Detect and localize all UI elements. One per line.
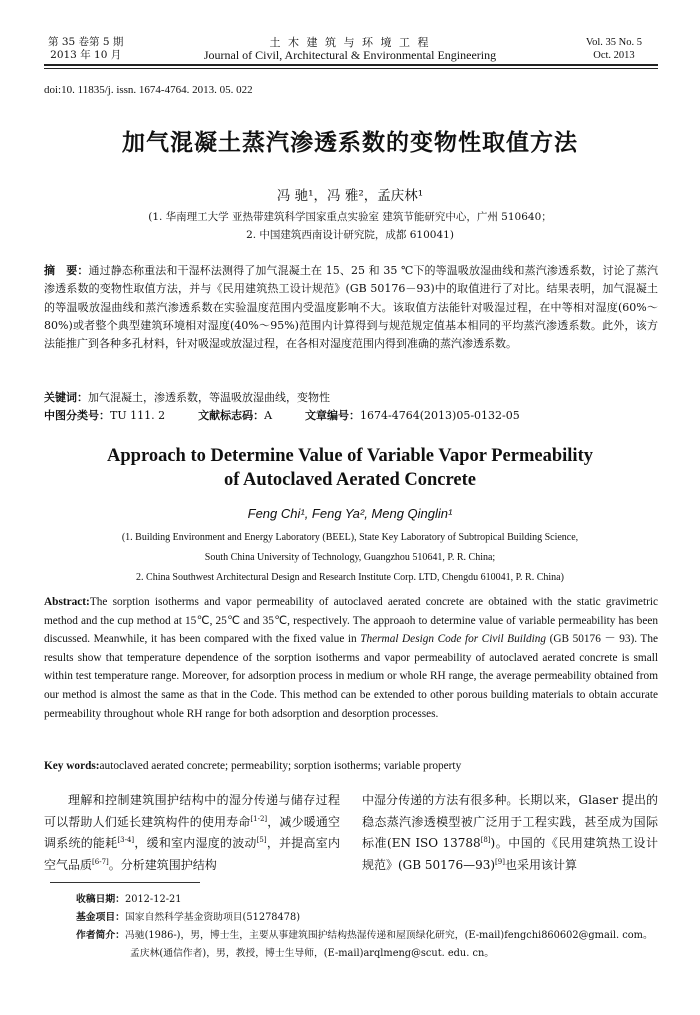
keywords-cn-label: 关键词： [44, 391, 88, 404]
affiliation-en-3: 2. China Southwest Architectural Design and Research Institute Corp. LTD, Chengdu 610041, P. R. China) [136, 572, 564, 583]
keywords-cn [44, 389, 658, 407]
authors-en: Feng Chi¹, Feng Ya², Meng Qinglin¹ [247, 506, 453, 521]
journal-volume-en [586, 36, 642, 62]
class-value: TU 111. 2 [110, 409, 166, 422]
body-right-text-c: 也采用该计算 [504, 857, 577, 872]
abstract-en [44, 593, 658, 723]
header-rule [44, 64, 658, 69]
body-left-text-e: 。分析建筑围护结构 [108, 857, 217, 872]
citation-9[interactable]: [9] [495, 857, 505, 866]
abstract-en-label: Abstract: [44, 596, 90, 608]
journal-name-cn: 土 木 建 筑 与 环 境 工 程 [269, 36, 431, 49]
fund-text: 国家自然科学基金资助项目(51278478) [124, 912, 301, 923]
keywords-cn-text: 加气混凝土，渗透系数，等温吸放湿曲线，变物性 [88, 391, 330, 404]
doccode-value: A [264, 409, 273, 422]
abstract-cn-text: 通过静态称重法和干湿杯法测得了加气混凝土在 15、25 和 35 ℃下的等温吸放湿曲线和蒸汽渗透系数，讨论了蒸汽渗透系数的变物性取值方法，并与《民用建筑热工设计规范》(GB 50176－93)中的取值进行了对比。结果表明，加气混凝土的等温吸放湿曲线和蒸汽渗透系数在实验温度范围内受温度影响不大。该取值方法能针对吸湿过程，在中等相对湿度(60%～80%)或者整个典型建筑环境相对湿度(40%～95%)范围内计算得到与规范规定值基本相同的平均蒸汽渗透系数。此外，该方法能推广到各种多孔材料，针对吸湿或放湿过程，在各相对湿度范围内得到准确的蒸汽渗透系数。 [44, 264, 659, 351]
affiliation-en-1: (1. Building Environment and Energy Laboratory (BEEL), State Key Laboratory of Subtropical Building Science, [121, 532, 579, 543]
abstract-en-text-a: The sorption isotherms and vapor permeability of autoclaved aerated concrete are obtained with the static gravimetric method and the cup method at 15℃, 25℃ and 35℃, respectively. The approaoh to determine value of variable permeability has been discussed. Meanwhile, it has been compared with the fixed value in [44, 596, 658, 646]
footnote-rule [50, 882, 200, 883]
doccode-label: 文献标志码： [198, 409, 265, 422]
body-right-text-a: 中湿分传递的方法有很多种。长期以来，Glaser 提出的稳态蒸汽渗透模型被广泛用于工程实践，甚至成为国际标准(EN ISO 13788 [362, 793, 658, 850]
author-bio-1: 冯驰(1986-)，男，博士生，主要从事建筑围护结构热湿传递和屋顶绿化研究，(E-mail)fengchi860602@gmail. com。 [124, 930, 653, 941]
citation-1-2[interactable]: [1-2] [250, 814, 268, 823]
articleno-value: 1674-4764(2013)05-0132-05 [360, 409, 520, 422]
footnote-fund [76, 909, 666, 926]
citation-8[interactable]: [8] [480, 836, 491, 844]
title-en-line1: Approach to Determine Value of Variable Vapor Permeability [107, 446, 593, 466]
author-bio-label: 作者简介： [76, 930, 125, 941]
affiliation-en-2: South China University of Technology, Guangzhou 510641, P. R. China; [204, 552, 496, 563]
title-cn: 加气混凝土蒸汽渗透系数的变物性取值方法 [122, 129, 578, 156]
classification-line [44, 407, 658, 425]
articleno-label: 文章编号： [305, 409, 361, 422]
body-column-left [44, 790, 340, 876]
footnote-author-2: 孟庆林(通信作者)，男，教授，博士生导师，(E-mail)arqlmeng@scut. edu. cn。 [130, 948, 495, 959]
body-right-text-b: )。中国的《民用建筑热工设计规范》(GB 50176—93) [362, 836, 658, 872]
volume-issue-cn: 第 35 卷第 5 期 [48, 36, 124, 48]
footnote-author-1 [76, 927, 666, 944]
body-left-text-b: ，减少暖通空调系统的能耗 [44, 814, 340, 850]
received-label: 收稿日期： [76, 894, 125, 905]
title-en-line2: of Autoclaved Aerated Concrete [224, 470, 476, 490]
keywords-en [44, 760, 658, 772]
class-label: 中图分类号： [44, 409, 110, 422]
received-date: 2012-12-21 [124, 894, 182, 905]
citation-3-4[interactable]: [3-4] [117, 836, 135, 844]
journal-name-en: Journal of Civil, Architectural & Environmental Engineering [203, 48, 497, 62]
body-left-text-d: ，并提高室内空气品质 [44, 836, 340, 872]
date-cn: 2013 年 10 月 [50, 49, 122, 61]
affiliation-cn-2: 2. 中国建筑西南设计研究院，成都 610041) [246, 229, 454, 241]
doi[interactable]: doi:10. 11835/j. issn. 1674-4764. 2013. 05. 022 [44, 84, 253, 96]
authors-cn: 冯 驰¹，冯 雅²，孟庆林¹ [276, 188, 424, 204]
keywords-en-label: Key words: [44, 760, 100, 772]
body-column-right [362, 790, 658, 876]
body-left-text-c: ，缓和室内湿度的波动 [134, 836, 257, 850]
affiliation-cn-1: (1. 华南理工大学 亚热带建筑科学国家重点实验室 建筑节能研究中心，广州 510640； [148, 211, 552, 223]
abstract-cn-label: 摘 要： [44, 264, 89, 277]
abstract-en-text-b: (GB 50176 － 93). The results show that temperature dependence of the sorption isotherms and vapor permeability of autoclaved aerated concrete is small within test temperature range. Moreover, for adsorption process in medium or whole RH range, the average permeability obtained from our method is almost the same as that in the Code. This method can be extended to other porous building materials to obtain accurate permeability throughout whole RH range for both adsorption and desorption processes. [44, 633, 658, 720]
date-en: Oct. 2013 [593, 50, 635, 61]
body-left-text-a: 理解和控制建筑围护结构中的湿分传递与储存过程可以帮助人们延长建筑构件的使用寿命 [44, 793, 340, 829]
abstract-en-code-title: Thermal Design Code for Civil Building [360, 633, 547, 646]
abstract-cn [44, 262, 658, 353]
footnote-received [76, 891, 666, 908]
title-en [0, 444, 700, 492]
fund-label: 基金项目： [76, 912, 125, 923]
volume-issue-en: Vol. 35 No. 5 [585, 37, 642, 48]
keywords-en-text: autoclaved aerated concrete; permeability; sorption isotherms; variable property [99, 760, 462, 772]
citation-5[interactable]: [5] [256, 836, 267, 844]
citation-6-7[interactable]: [6-7] [92, 857, 109, 866]
